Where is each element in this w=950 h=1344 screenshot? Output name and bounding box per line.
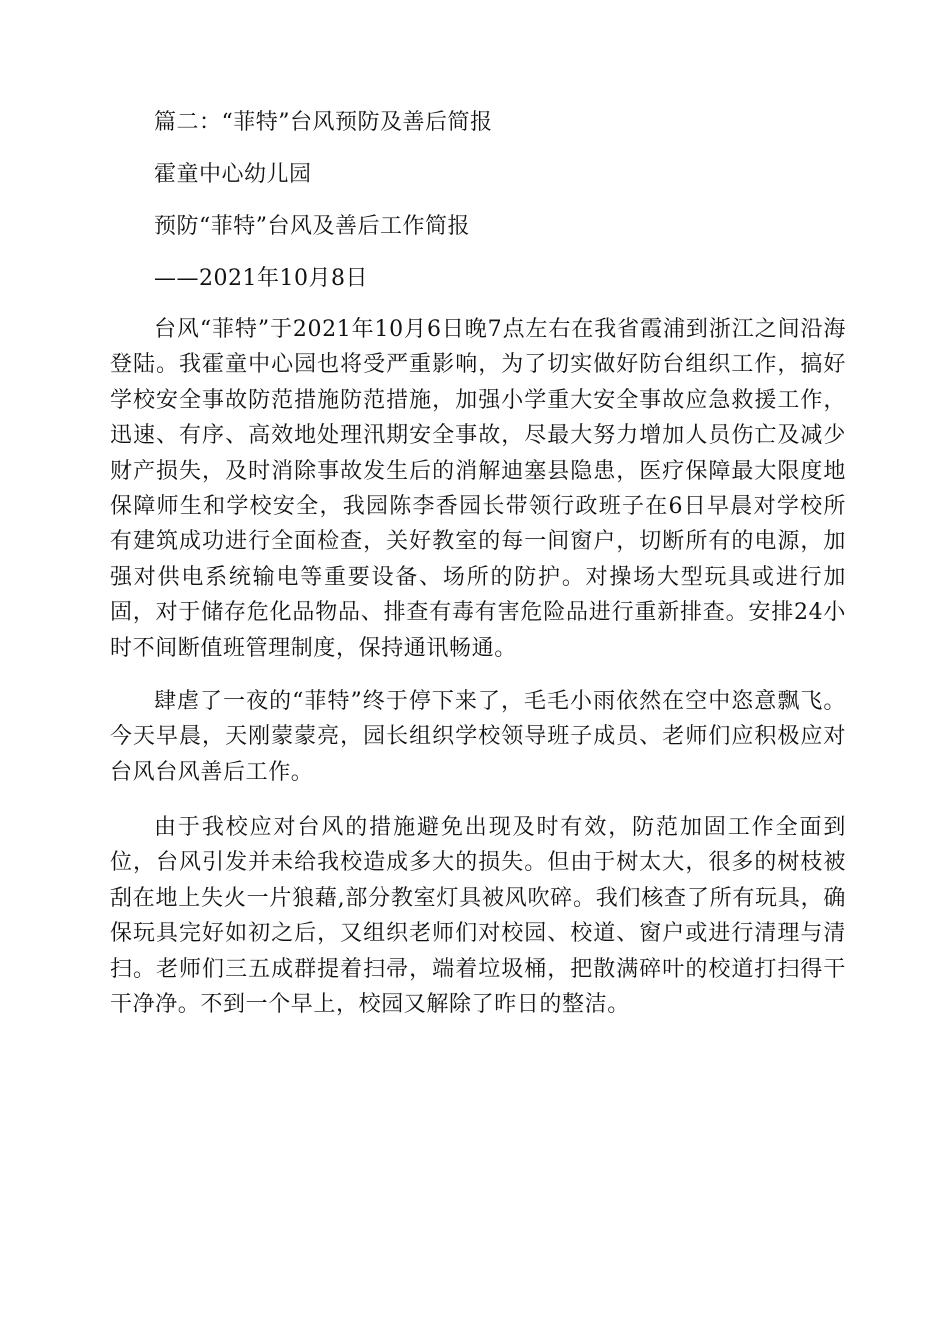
report-title: 预防“菲特”台风及善后工作简报 [154, 214, 470, 239]
document-title: 篇二：“菲特”台风预防及善后简报 [154, 110, 493, 135]
body-paragraph-3: 由于我校应对台风的措施避免出现及时有效，防范加固工作全面到位，台风引发并未给我校造成多大的损失。但由于树太大，很多的树枝被刮在地上失火一片狼藉,部分教室灯具被风吹碎。我们核查了所有玩具，确保玩具完好如初之后，又组织老师们对校园、校道、窗户或进行清理与清扫。老师们三五成群提着扫帚，端着垃圾桶，把散满碎叶的校道打扫得干干净净。不到一个早上，校园又解除了昨日的整洁。 [110, 815, 846, 1018]
report-date: ——2021年10月8日 [154, 266, 368, 291]
body-paragraph-2: 肆虐了一夜的“菲特”终于停下来了，毛毛小雨依然在空中恣意飘飞。今天早晨，天刚蒙蒙亮，园长组织学校领导班子成员、老师们应积极应对台风台风善后工作。 [110, 689, 846, 785]
body-paragraph-1: 台风“菲特”于2021年10月6日晚7点左右在我省霞浦到浙江之间沿海登陆。我霍童中心园也将受严重影响，为了切实做好防台组织工作，搞好学校安全事故防范措施防范措施，加强小学重大安全事故应急救援工作，迅速、有序、高效地处理汛期安全事故，尽最大努力增加人员伤亡及减少财产损失，及时消除事故发生后的消解迪塞县隐患，医疗保障最大限度地保障师生和学校安全，我园陈李香园长带领行政班子在6日早晨对学校所有建筑成功进行全面检查，关好教室的每一间窗户，切断所有的电源，加强对供电系统输电等重要设备、场所的防护。对操场大型玩具或进行加固，对于储存危化品物品、排查有毒有害危险品进行重新排查。安排24小时不间断值班管理制度，保持通讯畅通。 [110, 317, 846, 661]
organization-name: 霍童中心幼儿园 [154, 162, 312, 187]
